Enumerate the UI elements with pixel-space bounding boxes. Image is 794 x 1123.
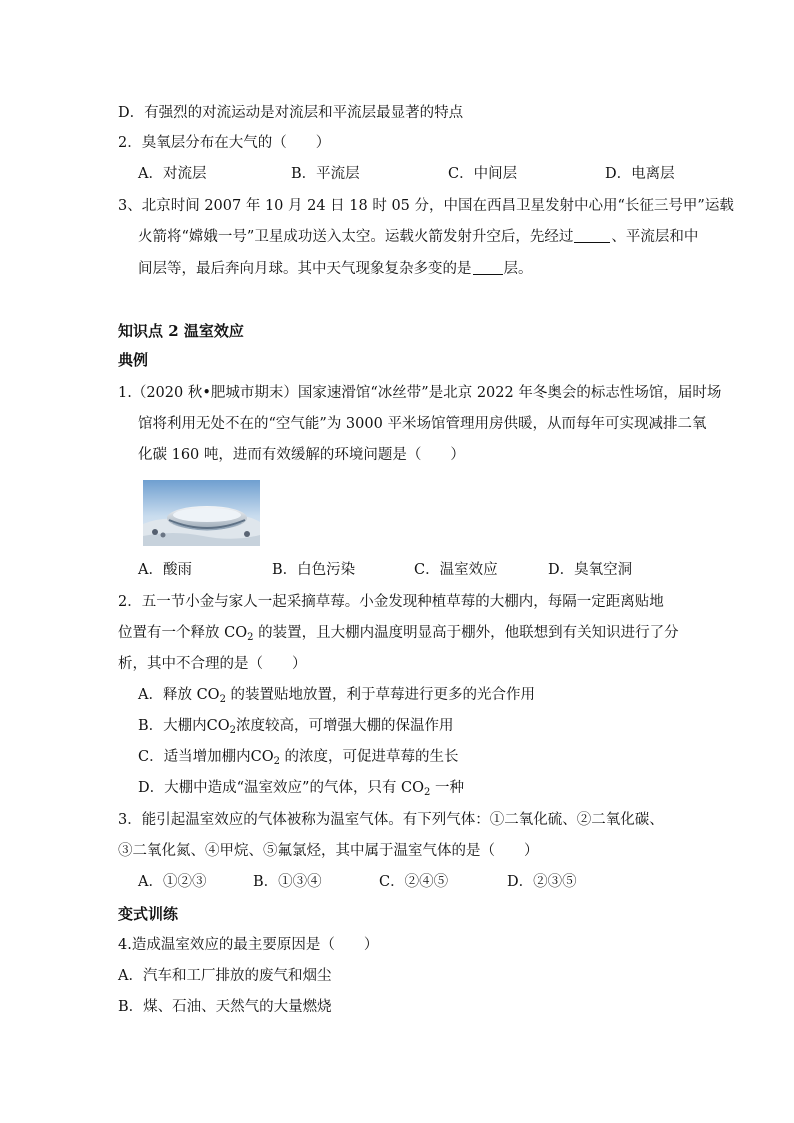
subscript: 2 xyxy=(273,756,280,767)
option-c: C．温室效应 xyxy=(414,562,498,578)
option-a: A．酸雨 xyxy=(138,562,192,578)
example-2-option-b xyxy=(138,716,454,741)
answer-blank[interactable] xyxy=(473,260,503,275)
question-3-line-1: 3、北京时间 2007 年 10 月 24 日 18 时 05 分，中国在西昌卫星发射中心用“长征三号甲”运载 xyxy=(118,198,734,214)
section-title: 知识点 2 温室效应 xyxy=(118,322,244,340)
practice-heading: 变式训练 xyxy=(118,905,179,923)
option-a: A．对流层 xyxy=(138,166,207,182)
option-d: D．电离层 xyxy=(605,166,675,182)
text: C．适当增加棚内CO xyxy=(138,749,274,765)
example-3-line-2: ③二氧化氮、④甲烷、⑤氟氯烃，其中属于温室气体的是（ ） xyxy=(118,843,539,859)
text: 、平流层和中 xyxy=(611,229,699,245)
example-heading: 典例 xyxy=(118,351,149,369)
example-3-options xyxy=(138,872,638,892)
option-b: B．平流层 xyxy=(291,166,360,182)
option-c: C．②④⑤ xyxy=(379,874,449,890)
subscript: 2 xyxy=(219,694,226,705)
text: A．释放 CO xyxy=(138,687,220,703)
text: 火箭将“嫦娥一号”卫星成功送入太空。运载火箭发射升空后，先经过 xyxy=(138,229,574,245)
example-3-line-1: 3．能引起温室效应的气体被称为温室气体。有下列气体：①二氧化硫、②二氧化碳、 xyxy=(118,812,664,828)
question-4-option-b: B．煤、石油、天然气的大量燃烧 xyxy=(118,999,332,1015)
question-3-line-3 xyxy=(138,259,533,279)
speed-skating-oval-image xyxy=(143,480,260,546)
text: 的装置，且大棚内温度明显高于棚外，他联想到有关知识进行了分 xyxy=(253,625,679,641)
option-d-text: D．有强烈的对流运动是对流层和平流层最显著的特点 xyxy=(118,105,464,121)
option-d: D．臭氧空洞 xyxy=(548,562,633,578)
example-1-options xyxy=(138,560,698,580)
option-b: B．①③④ xyxy=(253,874,322,890)
text: 层。 xyxy=(503,261,533,277)
question-2-options xyxy=(138,164,698,184)
example-2-option-d xyxy=(138,778,464,803)
question-4-option-a: A．汽车和工厂排放的废气和烟尘 xyxy=(118,968,332,984)
subscript: 2 xyxy=(229,725,237,736)
example-2-line-1: 2．五一节小金与家人一起采摘草莓。小金发现种植草莓的大棚内，每隔一定距离贴地 xyxy=(118,594,664,610)
question-3-line-2 xyxy=(138,227,698,247)
option-c: C．中间层 xyxy=(448,166,518,182)
question-2-stem: 2．臭氧层分布在大气的（ ） xyxy=(118,135,331,151)
answer-blank[interactable] xyxy=(574,228,610,243)
text: 间层等，最后奔向月球。其中天气现象复杂多变的是 xyxy=(138,261,472,277)
text: 的浓度，可促进草莓的生长 xyxy=(279,749,459,765)
example-2-option-c xyxy=(138,747,459,772)
question-4-stem: 4.造成温室效应的最主要原因是（ ） xyxy=(118,937,379,953)
text: 一种 xyxy=(430,780,465,796)
text: 的装置贴地放置，利于草莓进行更多的光合作用 xyxy=(225,687,536,703)
subscript: 2 xyxy=(424,787,431,798)
example-1-line-2: 馆将利用无处不在的“空气能”为 3000 平米场馆管理用房供暖，从而每年可实现减排二氧 xyxy=(138,416,707,432)
subscript: 2 xyxy=(247,632,254,643)
option-a: A．①②③ xyxy=(138,874,207,890)
text: B．大棚内CO xyxy=(138,718,230,734)
example-1-line-1: 1.（2020 秋•肥城市期末）国家速滑馆“冰丝带”是北京 2022 年冬奥会的标志性场馆，届时场 xyxy=(118,385,722,401)
example-2-line-3: 析，其中不合理的是（ ） xyxy=(118,656,307,672)
example-1-line-3: 化碳 160 吨，进而有效缓解的环境问题是（ ） xyxy=(138,447,465,463)
text: D．大棚中造成“温室效应”的气体，只有 CO xyxy=(138,780,425,796)
text: 浓度较高，可增强大棚的保温作用 xyxy=(236,718,454,734)
example-2-option-a xyxy=(138,685,535,710)
option-d: D．②③⑤ xyxy=(507,874,577,890)
option-b: B．白色污染 xyxy=(272,562,356,578)
example-2-line-2 xyxy=(118,623,679,648)
text: 位置有一个释放 CO xyxy=(118,625,248,641)
